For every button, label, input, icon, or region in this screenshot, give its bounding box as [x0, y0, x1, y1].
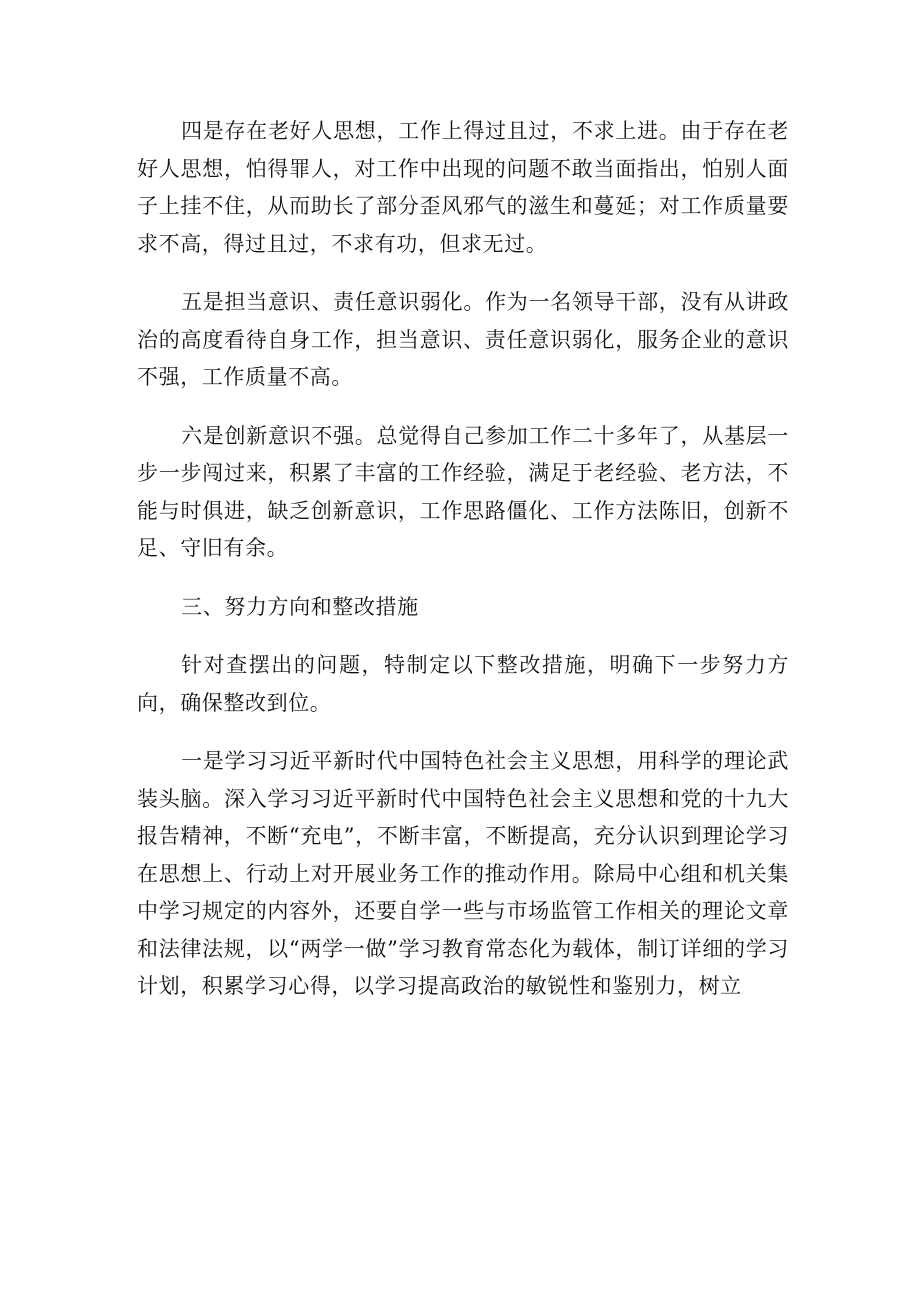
paragraph-sixth-issue: 六是创新意识不强。总觉得自己参加工作二十多年了，从基层一步一步闯过来，积累了丰富的工作经验，满足于老经验、老方法，不能与时俱进，缺乏创新意识，工作思路僵化、工作方法陈旧，创新不足、守旧有余。: [137, 423, 789, 560]
paragraph-fifth-issue: 五是担当意识、责任意识弱化。作为一名领导干部，没有从讲政治的高度看待自身工作，担当意识、责任意识弱化，服务企业的意识不强，工作质量不高。: [137, 290, 789, 389]
paragraph-rectification-intro: 针对查摆出的问题，特制定以下整改措施，明确下一步努力方向，确保整改到位。: [137, 653, 789, 715]
document-body: [137, 113, 789, 1027]
paragraph-first-measure: 一是学习习近平新时代中国特色社会主义思想，用科学的理论武装头脑。深入学习习近平新时代中国特色社会主义思想和党的十九大报告精神，不断“充电”，不断丰富，不断提高，充分认识到理论学习在思想上、行动上对开展业务工作的推动作用。除局中心组和机关集中学习规定的内容外，还要自学一些与市场监管工作相关的理论文章和法律法规，以“两学一做”学习教育常态化为载体，制订详细的学习计划，积累学习心得，以学习提高政治的敏锐性和鉴别力，树立: [137, 749, 789, 998]
section-heading-rectification: 三、努力方向和整改措施: [181, 594, 419, 619]
paragraph-fourth-issue: 四是存在老好人思想，工作上得过且过，不求上进。由于存在老好人思想，怕得罪人，对工作中出现的问题不敢当面指出，怕别人面子上挂不住，从而助长了部分歪风邪气的滋生和蔓延；对工作质量要求不高，得过且过，不求有功，但求无过。: [137, 119, 789, 256]
